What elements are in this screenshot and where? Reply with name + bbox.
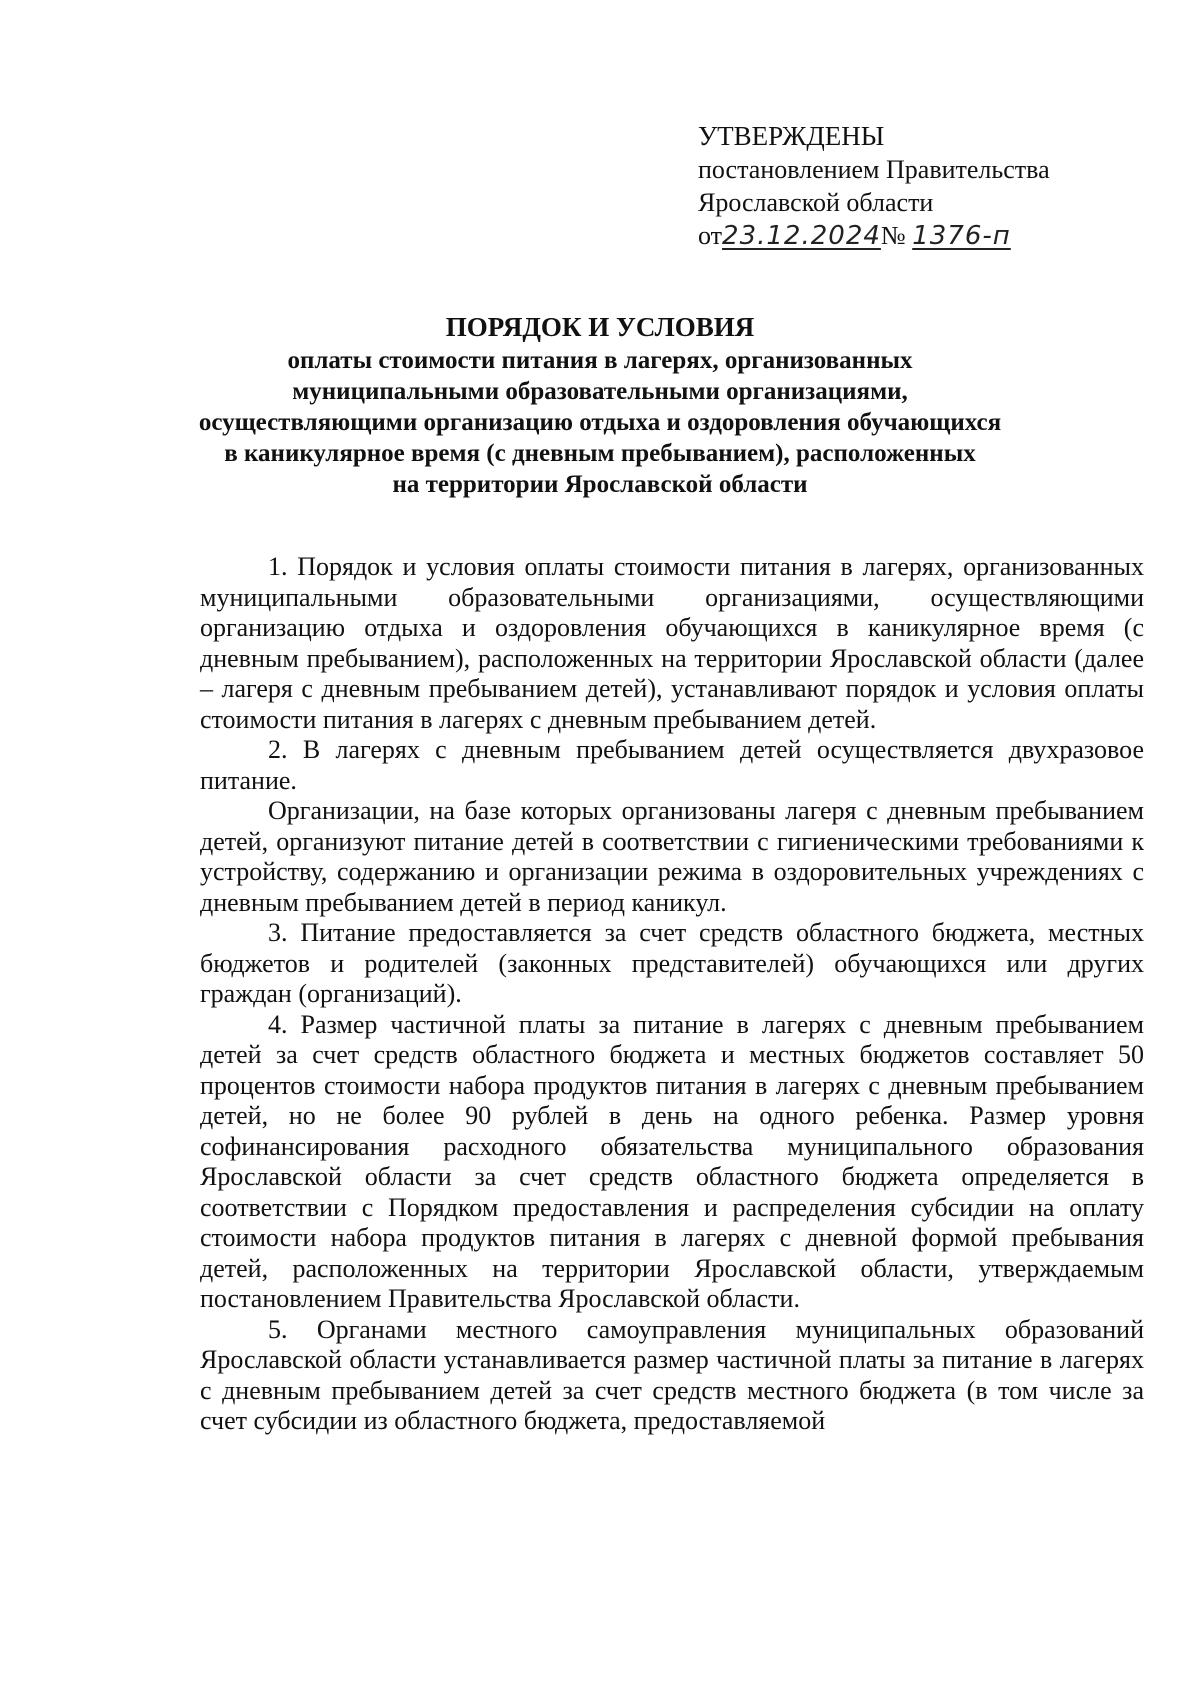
paragraph-4: 4. Размер частичной платы за питание в лагерях с дневным пребыванием детей за счет средств областного бюджета и местных бюджетов составляет 50 процентов стоимости набора продуктов питания в лагерях с дневным пребыванием детей, но не более 90 рублей в день на одного ребенка. Размер уровня софинансирования расходного обязательства муниципального образования Ярославской области за счет средств областного бюджета определяется в соответствии с Порядком предоставления и распределения субсидии на оплату стоимости набора продуктов питания в лагерях с дневной формой пребывания детей, расположенных на территории Ярославской области, утверждаемым постановлением Правительства Ярославской области. bbox=[200, 1009, 1144, 1313]
paragraph-2-continued: Организации, на базе которых организованы лагеря с дневным пребыванием детей, организуют питание детей в соответствии с гигиеническими требованиями к устройству, содержанию и организации режима в оздоровительных учреждениях с дневным пребыванием детей в период каникул. bbox=[200, 796, 1144, 917]
title-line: в каникулярное время (с дневным пребыванием), расположенных bbox=[224, 440, 976, 467]
document-body bbox=[200, 552, 1144, 1437]
handwritten-date: 23.12.2024 bbox=[722, 221, 881, 251]
handwritten-number: 1376-п bbox=[912, 221, 1011, 251]
paragraph-5: 5. Органами местного самоуправления муниципальных образований Ярославской области устанавливается размер частичной платы за питание в лагерях с дневным пребыванием детей за счет средств местного бюджета (в том числе за счет субсидии из областного бюджета, предоставляемой bbox=[200, 1314, 1144, 1435]
title-line: муниципальными образовательными организациями, bbox=[292, 378, 908, 405]
approval-line-1: постановлением Правительства bbox=[698, 155, 1050, 184]
number-prefix: № bbox=[880, 221, 906, 250]
paragraph-2: 2. В лагерях с дневным пребыванием детей осуществляется двухразовое питание. bbox=[200, 735, 1144, 795]
approval-line-2: Ярославской области bbox=[698, 188, 934, 217]
document-title bbox=[170, 312, 1030, 500]
approval-heading: УТВЕРЖДЕНЫ bbox=[698, 121, 885, 151]
title-line: оплаты стоимости питания в лагерях, организованных bbox=[287, 347, 913, 374]
approval-block bbox=[698, 120, 1118, 253]
title-main: ПОРЯДОК И УСЛОВИЯ bbox=[445, 312, 755, 342]
title-line: на территории Ярославской области bbox=[392, 471, 808, 498]
date-prefix: от bbox=[698, 221, 723, 250]
paragraph-3: 3. Питание предоставляется за счет средств областного бюджета, местных бюджетов и родителей (законных представителей) обучающихся или других граждан (организаций). bbox=[200, 918, 1144, 1008]
paragraph-1: 1. Порядок и условия оплаты стоимости питания в лагерях, организованных муниципальными образовательными организациями, осуществляющими организацию отдыха и оздоровления обучающихся в каникулярное время (с дневным пребыванием), расположенных на территории Ярославской области (далее – лагеря с дневным пребыванием детей), устанавливают порядок и условия оплаты стоимости питания в лагерях с дневным пребыванием детей. bbox=[200, 552, 1144, 734]
approval-date-line bbox=[698, 219, 1118, 253]
title-line: осуществляющими организацию отдыха и оздоровления обучающихся bbox=[198, 409, 1002, 436]
